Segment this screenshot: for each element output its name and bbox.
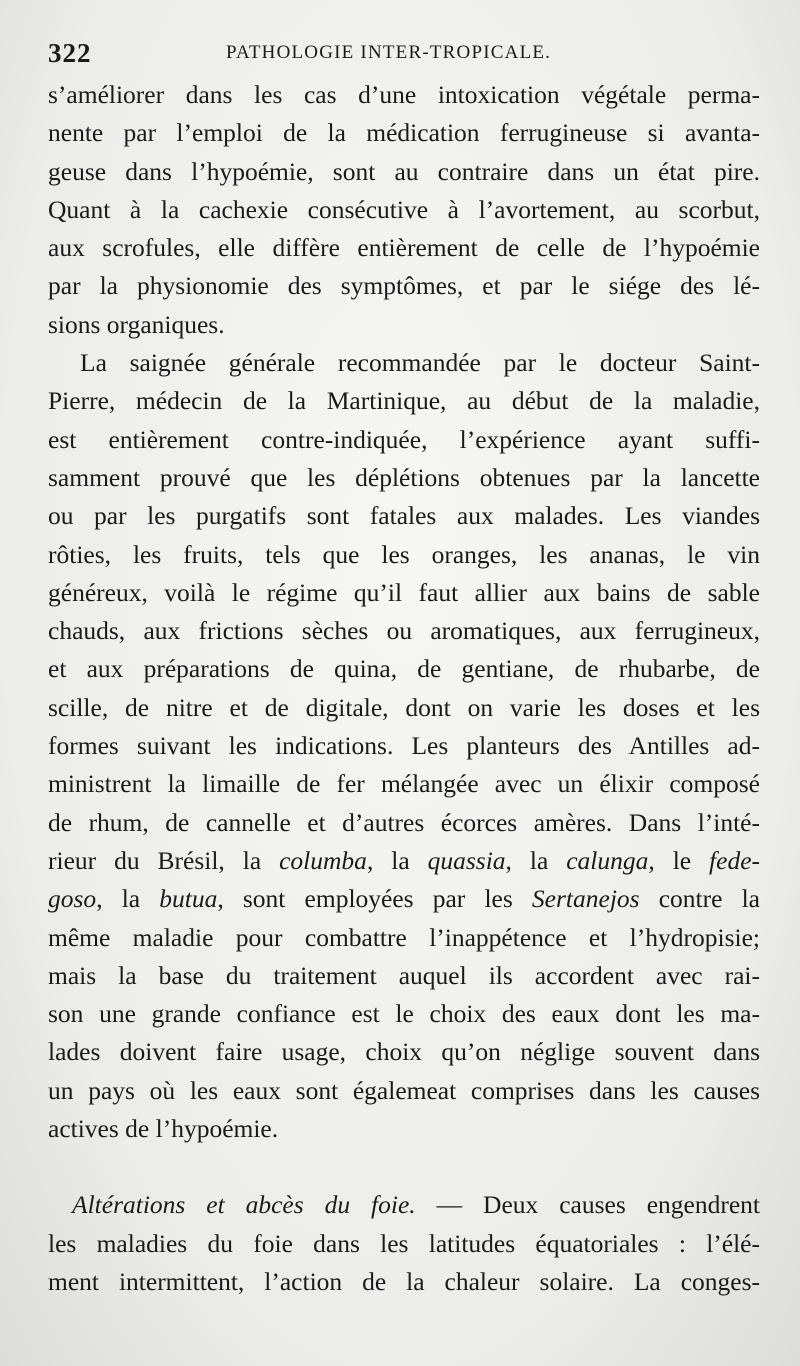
italic-term-fedegoso-end: goso: [48, 884, 97, 914]
text-line: geuse dans l’hypoémie, sont au contraire dans un état pire.: [48, 156, 760, 186]
text-line: ministrent la limaille de fer mélangée avec un élixir composé: [48, 769, 760, 799]
text-line: Quant à la cachexie consécutive à l’avortement, au scorbut,: [48, 194, 760, 224]
text-line-with-italics: [48, 842, 760, 880]
text-line: ment intermittent, l’action de la chaleur solaire. La conges-: [48, 1266, 760, 1296]
text-line: Pierre, médecin de la Martinique, au début de la maladie,: [48, 386, 760, 416]
italic-term-quassia: quassia: [427, 845, 506, 875]
body-text: [48, 76, 760, 1301]
text-line-with-italics: [48, 880, 760, 918]
text-line: lades doivent faire usage, choix qu’on néglige souvent dans: [48, 1037, 760, 1067]
page-number: 322: [48, 38, 92, 68]
text-line: par la physionomie des symptômes, et par le siége des lé-: [48, 271, 760, 301]
italic-term-fedegoso: fede-: [709, 845, 760, 875]
italic-term-butua: butua: [159, 884, 218, 914]
text-line: sions organiques.: [48, 309, 225, 339]
text-line: formes suivant les indications. Les planteurs des Antilles ad-: [48, 731, 760, 761]
text-run: , la: [366, 845, 428, 875]
text-line: s’améliorer dans les cas d’une intoxication végétale perma-: [48, 80, 760, 109]
running-title: PATHOLOGIE INTER-TROPICALE.: [226, 42, 552, 63]
section-title: Altérations et abcès du foie.: [72, 1190, 416, 1220]
text-line: son une grande confiance est le choix des eaux dont les ma-: [48, 999, 760, 1029]
paragraph-gap: [48, 1148, 760, 1186]
section-heading-line: [48, 1186, 760, 1224]
text-line: rôties, les fruits, tels que les oranges, les ananas, le vin: [48, 539, 760, 569]
text-line: de rhum, de cannelle et d’autres écorces amères. Dans l’inté-: [48, 807, 760, 837]
text-run: , la: [505, 845, 567, 875]
text-line: un pays où les eaux sont égalemeat comprises dans les causes: [48, 1075, 760, 1105]
text-run: , la: [96, 884, 160, 914]
italic-term-calunga: calunga: [566, 845, 649, 875]
page-header: [48, 38, 760, 72]
text-line: est entièrement contre-indiquée, l’expérience ayant suffi-: [48, 424, 760, 454]
text-line: actives de l’hypoémie.: [48, 1114, 279, 1144]
text-line: et aux préparations de quina, de gentiane, de rhubarbe, de: [48, 654, 760, 684]
text-line: aux scrofules, elle diffère entièrement de celle de l’hypoémie: [48, 233, 760, 263]
text-run: — Deux causes engendrent: [415, 1190, 760, 1220]
text-line: ou par les purgatifs sont fatales aux malades. Les viandes: [48, 501, 760, 531]
text-line: généreux, voilà le régime qu’il faut allier aux bains de sable: [48, 577, 760, 607]
italic-term-columba: columba: [279, 845, 367, 875]
text-run: contre la: [639, 884, 760, 914]
text-line: nente par l’emploi de la médication ferrugineuse si avanta-: [48, 118, 760, 148]
paragraph-first-line: La saignée générale recommandée par le docteur Saint-: [80, 348, 760, 378]
text-line: scille, de nitre et de digitale, dont on varie les doses et les: [48, 692, 760, 722]
text-line: même maladie pour combattre l’inappétence et l’hydropisie;: [48, 922, 760, 952]
text-line: samment prouvé que les déplétions obtenues par la lancette: [48, 462, 760, 492]
text-run: , le: [648, 845, 710, 875]
text-run: , sont employées par les: [217, 884, 532, 914]
text-run: rieur du Brésil, la: [48, 845, 280, 875]
text-line: les maladies du foie dans les latitudes équatoriales : l’élé-: [48, 1228, 760, 1258]
text-line: chauds, aux frictions sèches ou aromatiques, aux ferrugineux,: [48, 616, 760, 646]
italic-term-sertanejos: Sertanejos: [531, 884, 640, 914]
text-line: mais la base du traitement auquel ils accordent avec rai-: [48, 960, 760, 990]
